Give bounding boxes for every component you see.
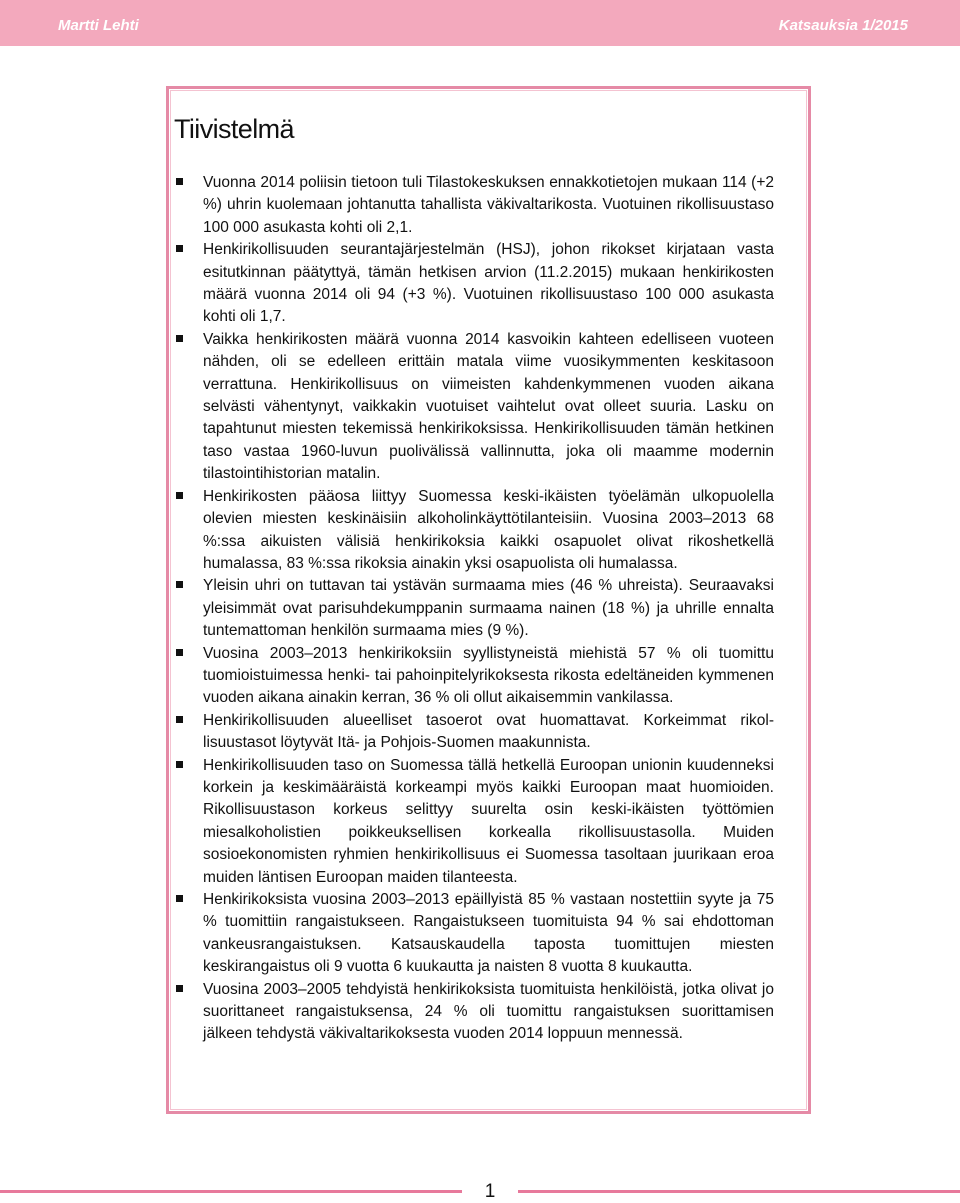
list-item-text: Henkirikollisuuden seurantajärjestelmän (HSJ), johon rikokset kirjataan vasta esitutkinnan päätyttyä, tämän hetkisen arvion (11.2.2015) mukaan henkirikosten määrä vuonna 2014 oli 94 (+3 %). Vuotuinen rikollisuustaso 100 000 asukasta kohti oli 1,7. (203, 241, 774, 326)
list-item (174, 710, 774, 755)
list-item (174, 889, 774, 979)
list-item (174, 329, 774, 486)
list-item-text: Yleisin uhri on tuttavan tai ystävän surmaama mies (46 % uhreista). Seuraavaksi yleisimmät ovat parisuhdekumppanin surmaama nainen (18 %) ja uhrille ennalta tuntemattoman henkilön surmaama mies (9 %). (203, 577, 774, 640)
list-item (174, 755, 774, 889)
square-bullet-icon (176, 895, 183, 902)
list-item (174, 486, 774, 576)
list-item (174, 979, 774, 1046)
header-author: Martti Lehti (58, 17, 139, 34)
list-item-text: Henkirikosten pääosa liittyy Suomessa keski-ikäisten työelämän ulkopuolella olevien miesten keskinäisiin alkoholinkäyttötilanteisiin. Vuosina 2003–2013 68 %:ssa aikuisten välisiä henkirikoksia kaikki osapuolet olivat rikoshetkellä humalassa, 83 %:ssa rikoksia ainakin yksi osapuolista oli humalassa. (203, 487, 774, 572)
square-bullet-icon (176, 245, 183, 252)
footer-rule-left (0, 1190, 462, 1193)
square-bullet-icon (176, 761, 183, 768)
footer-rule-right (518, 1190, 960, 1193)
list-item-text: Vuosina 2003–2005 tehdyistä henkirikoksista tuomituista henkilöistä, jotka olivat jo suorittaneet rangaistuksensa, 24 % oli tuomittu rangaistuksen suorittamisen jälkeen tehdystä väkivaltarikoksesta vuoden 2014 loppuun mennessä. (203, 980, 774, 1043)
list-item-text: Vuosina 2003–2013 henkirikoksiin syyllistyneistä miehistä 57 % oli tuomittu tuomioistuimessa henki- tai pahoinpitelyrikoksesta rikosta edeltäneiden kymmenen vuoden aikana ainakin kerran, 36 % oli ollut aikaisemmin vankilassa. (203, 644, 774, 707)
square-bullet-icon (176, 581, 183, 588)
header-series-label: Katsauksia 1/2015 (778, 17, 908, 34)
page-number: 1 (484, 1181, 496, 1202)
list-item-text: Vaikka henkirikosten määrä vuonna 2014 kasvoikin kahteen edelliseen vuoteen nähden, oli se edelleen erittäin matala viime vuosikymmenten keskitasoon verrattuna. Henkirikollisuus on viimeisten kahdenkymmenen vuoden aikana selvästi vähentynyt, vaikkakin vuotuiset vaihtelut ovat olleet suuria. Lasku on tapahtunut miesten tekemissä henkirikoksissa. Henkirikollisuuden tämän hetkinen taso vastaa 1960-luvun puolivälissä vallinnutta, joka oli maamme modernin tilastointihistorian matalin. (203, 330, 774, 483)
square-bullet-icon (176, 335, 183, 342)
list-item (174, 643, 774, 710)
summary-title: Tiivistelmä (174, 114, 294, 144)
list-item-text: Henkirikoksista vuosina 2003–2013 epäillyistä 85 % vastaan nostettiin syyte ja 75 % tuomittiin rangaistukseen. Rangaistukseen tuomituista 94 % sai ehdottoman vankeusrangaistuksen. Katsauskaudella taposta tuomittujen miesten keskirangaistus oli 9 vuotta 6 kuukautta ja naisten 8 vuotta 8 kuukautta. (203, 891, 774, 976)
header-band (0, 0, 960, 46)
square-bullet-icon (176, 649, 183, 656)
list-item-text: Henkirikollisuuden taso on Suomessa tällä hetkellä Euroopan unionin kuudenneksi korkein ja keskimääräistä korkeampi myös kaikki Euroopan maat huomioiden. Rikollisuustason korkeus selittyy suurelta osin keski-ikäisten työttömien miesalkoholistien poikkeuksellisen korkealla rikollisuustasolla. Muiden sosioekonomisten ryhmien henkirikollisuus ei Suomessa tasoltaan juurikaan eroa muiden läntisen Euroopan maiden tilanteesta. (203, 756, 774, 886)
square-bullet-icon (176, 492, 183, 499)
summary-bullet-list (174, 172, 774, 1046)
list-item (174, 239, 774, 329)
list-item-text: Vuonna 2014 poliisin tietoon tuli Tilastokeskuksen ennakkotietojen mukaan 114 (+2 %) uhrin kuolemaan johtanutta tahallista väkivaltarikosta. Vuotuinen rikollisuustaso 100 000 asukasta kohti oli 2,1. (203, 174, 774, 236)
square-bullet-icon (176, 716, 183, 723)
square-bullet-icon (176, 985, 183, 992)
list-item-text: Henkirikollisuuden alueelliset tasoerot ovat huomattavat. Korkeimmat rikollisuustasot löytyvät Itä- ja Pohjois-Suomen maakunnista. (203, 711, 774, 752)
square-bullet-icon (176, 178, 183, 185)
list-item (174, 172, 774, 239)
list-item (174, 575, 774, 642)
